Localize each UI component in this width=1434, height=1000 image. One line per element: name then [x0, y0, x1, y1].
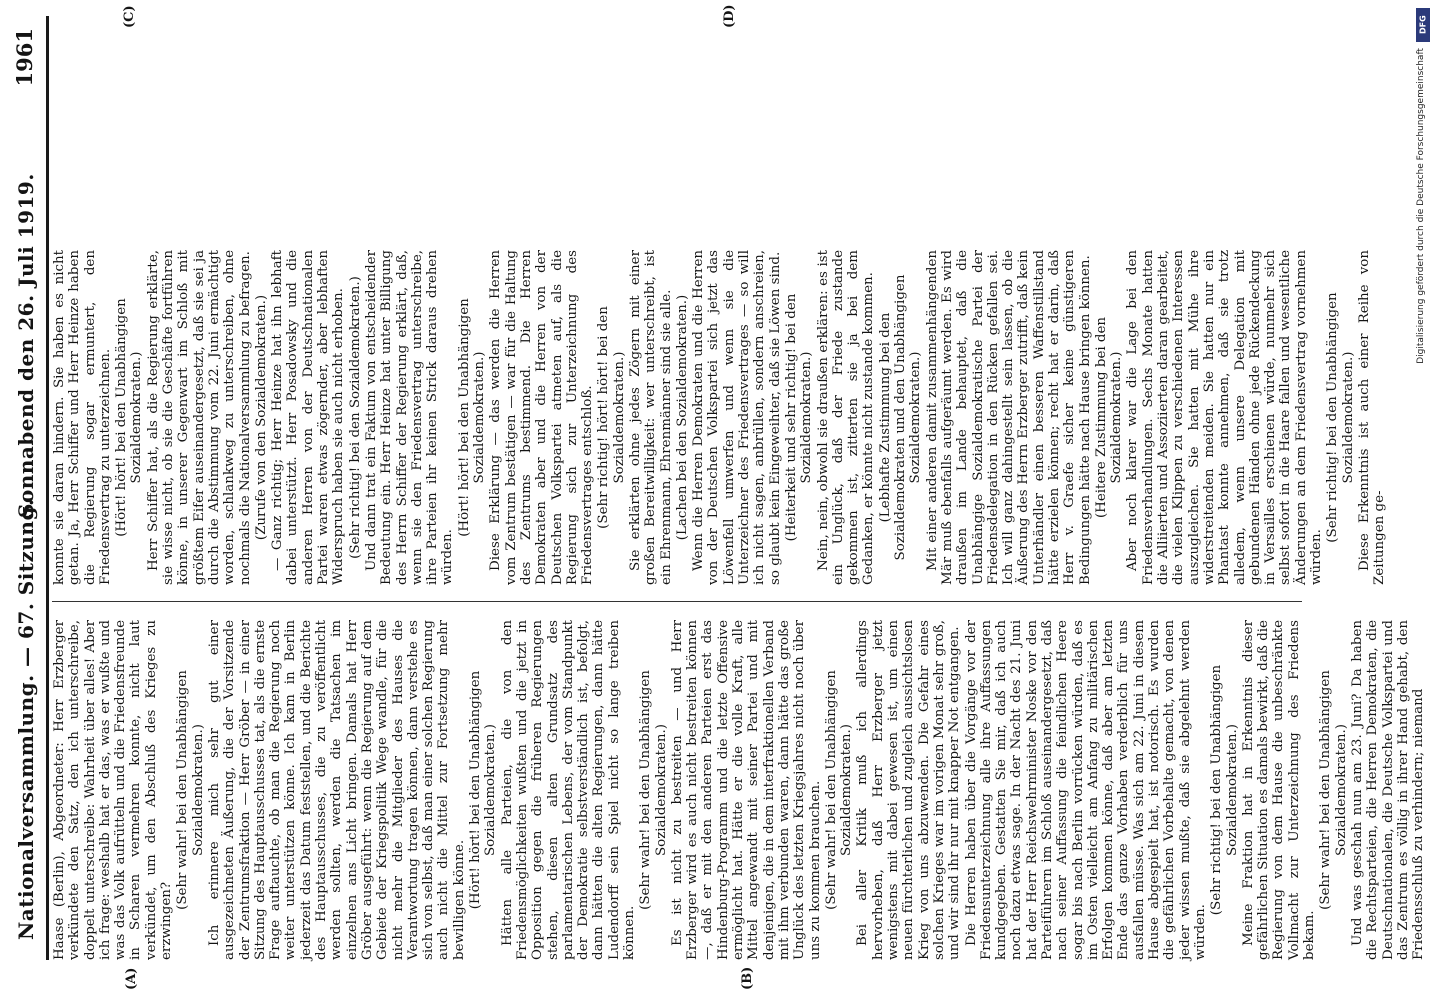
interjection: (Lachen bei den Sozialdemokraten.) — [674, 294, 690, 541]
paragraph: — Ganz richtig; Herr Heinze hat ihn lebhaft dabei unterstützt. Herr Posadowsky und die anderen Herren von der Deutschnationalen Partei waren etwas zögernder, aber lebhaften Widerspruch haben sie auch nicht erhoben. — [270, 250, 347, 585]
paragraph: Sie erklärten ohne jedes Zögern mit einer großen Bereitwilligkeit: wer unterschreibt, ist ein Ehrenmann, Ehrenmänner sind sie alle. — [627, 250, 674, 585]
interjection: (Sehr richtig! hört! hört! bei den Sozialdemokraten.) — [596, 306, 627, 529]
paragraph: Diese Erkenntnis ist auch einer Reihe von Zeitungen ge- — [1356, 250, 1388, 585]
interjection: (Sehr richtig! bei den Unabhängigen Sozialdemokraten.) — [1209, 664, 1240, 916]
paragraph: Wenn die Herren Demokraten und die Herren von der Deutschen Volkspartei sich jetzt das Löwenfell umwerfen und wenn sie die Unterzeichner des Friedensvertrages — so will ich nicht sagen, anbrüllen, sondern anschreien, so glaubt kein Eingeweihter, daß sie Löwen sind. — [691, 250, 783, 585]
interjection: (Heiterkeit und sehr richtig! bei den Sozialdemokraten.) — [783, 293, 815, 542]
paragraph: Die Herren haben über die Vorgänge vor der Friedensunterzeichnung alle ihre Auffassungen kundgegeben. Gestatten Sie mir, daß ich auch noch dazu etwas sage. In der Nacht des 21. Juni hat der Herr Reichswehrminister Noske vor den Parteiführern im Schloß auseinandergesetzt, daß nach seiner Auffassung die feindlichen Heere sogar bis nach Berlin vorrücken würden, daß es im Osten vielleicht am Anfang zu militärischen Erfolgen kommen könne, daß aber am letzten Ende das ganze Vorhaben verderblich für uns ausfallen müsse. Was sich am 22. Juni in diesem Hause abgespielt hat, ist notorisch. Es wurden die gefährlichen Vorbehalte gemacht, von denen jeder wissen mußte, daß sie abgelehnt werden würden. — [963, 620, 1208, 960]
paragraph: Nein, nein, obwohl sie draußen erklären: es ist ein Unglück, daß der Friede zustande gekommen ist, zitterten sie ja bei dem Gedanken, er könnte nicht zustande kommen. — [815, 250, 877, 585]
paragraph: Herr Schiffer hat, als die Regierung erklärte, sie wisse nicht, ob sie die Geschäfte fortführen könne, in unserer Gegenwart im Schloß mit größtem Eifer auseinandergesetzt, daß sie sei ja durch die Abstimmung vom 22. Juni ermächtigt worden, schlankweg zu unterschreiben, ohne nochmals die Nationalversammlung zu befragen. — [145, 250, 253, 585]
interjection: (Sehr wahr! bei den Unabhängigen Sozialdemokraten.) — [638, 670, 669, 910]
interjection: (Lebhafte Zustimmung bei den Sozialdemokraten und den Unabhängigen Sozialdemokraten.) — [877, 274, 924, 561]
paragraph: Diese Erklärung — das werden die Herren vom Zentrum bestätigen — war für die Haltung des Zentrums bestimmend. Die Herren Demokraten aber und die Herren von der Deutschen Volkspartei atmeten auf, als die Regierung sich zur Unterzeichnung des Friedensvertrages entschloß. — [488, 250, 596, 585]
interjection: (Hört! hört! bei den Unabhängigen Sozialdemokraten.) — [468, 670, 499, 910]
header-date: Sonnabend den 26. Juli 1919. — [14, 173, 38, 518]
margin-marker-c: (C) — [122, 5, 137, 28]
interjection: (Hört! hört! bei den Unabhängigen Sozialdemokraten.) — [456, 298, 488, 537]
interjection: (Sehr wahr! bei den Unabhängigen Sozialdemokraten.) — [175, 670, 206, 910]
text-column-right-body — [52, 250, 1388, 602]
paragraph: Und dann trat ein Faktum von entscheidender Bedeutung ein. Herr Heinze hat unter Billigung des Herrn Schiffer der Regierung erklärt, daß, wenn sie den Friedensvertrag unterschreibe, ihre Parteien ihr keinen Strick daraus drehen würden. — [363, 250, 456, 585]
paragraph: Hätten alle Parteien, die von den Friedensmöglichkeiten wußten und die jetzt in Opposition gegen die früheren Regierungen stehen, diesen alten Grundsatz des parlamentarischen Lebens, der vom Standpunkt der Demokratie selbstverständlich ist, befolgt, dann hätten die alten Regierungen, dann hätte Ludendorff sein Spiel nicht so lange treiben können. — [499, 620, 637, 960]
margin-marker-b: (B) — [740, 966, 755, 990]
header-rule — [46, 16, 49, 960]
paragraph: Ich erinnere mich sehr gut einer ausgezeichneten Äußerung, die der Vorsitzende der Zentrumsfraktion — Herr Gröber — in einer Sitzung des Hauptausschusses tat, als die ernste Frage auftauchte, ob man die Regierung noch weiter unterstützen könne. Ich kam in Berlin jederzeit das Datum feststellen, und die Berichte des Hauptausschusses, die zu veröffentlicht werden sollten, werden die Tatsachen im einzelnen ans Licht bringen. Damals hat Herr Gröber ausgeführt: wenn die Regierung auf dem Gebiete der Kriegspolitik Wege wandle, für die nicht mehr die Mitglieder des Hauses die Verantwortung tragen können, dann verstehe es sich von selbst, daß man einer solchen Regierung auch nicht die Mittel zur Fortsetzung mehr bewilligen könne. — [206, 620, 467, 960]
paragraph: Und was geschah nun am 23. Juni? Da haben die Rechtsparteien, die Herren Demokraten, die Deutschnationalen, die Deutsche Volkspartei und das Zentrum es völlig in ihrer Hand gehabt, den Friedensschluß zu verhindern; niemand — [1349, 620, 1427, 960]
interjection: (Hört! hört! bei den Unabhängigen Sozialdemokraten.) — [114, 298, 145, 537]
dfg-logo: DFG — [1416, 8, 1430, 42]
text-column-left — [52, 620, 1427, 960]
interjection: (Sehr richtig! bei den Unabhängigen Sozialdemokraten.) — [1325, 292, 1356, 543]
header-left: Nationalversammlung. — 67. Sitzung. — [14, 498, 38, 940]
paragraph: Es ist nicht zu bestreiten — und Herr Erzberger wird es auch nicht bestreiten können —, daß er mit den anderen Parteien erst das Hindenburg-Programm und die letzte Offensive ermöglicht hat. Hätte er die volle Kraft, alle Mittel angewandt mit seiner Partei und mit denjenigen, die in dem interfraktionellen Verband mit ihm verbunden waren, dann hätte das große Unglück des letzten Kriegsjahres nicht noch über uns zu kommen brauchen. — [669, 620, 823, 960]
interjection: (Zurufe von den Sozialdemokraten.) — [253, 294, 269, 541]
digitization-credit — [1412, 0, 1434, 1000]
paragraph: Bei aller Kritik muß ich allerdings hervorheben, daß Herr Erzberger jetzt wenigstens mit dabei gewesen ist, um einen neuen fürchterlichen und zugleich aussichtslosen Krieg von uns abzuwenden. Die Gefahr eines solchen Krieges war im vorigen Monat sehr groß, und wir sind ihr nur mit knapper Not entgangen. — [855, 620, 963, 960]
interjection: (Sehr wahr! bei den Unabhängigen Sozialdemokraten.) — [823, 670, 855, 910]
paragraph: Mit einer anderen damit zusammenhängenden Mär muß ebenfalls aufgeräumt werden. Es wird draußen im Lande behauptet, daß die Unabhängige Sozialdemokratische Partei der Friedensdelegation in den Rücken gefallen sei. Ich will ganz dahingestellt sein lassen, ob die Äußerung des Herrn Erzberger zutrifft, daß kein Unterhändler einen besseren Waffenstillstand hätte erzielen können; recht hat er darin, daß Herr v. Graefe sicher keine günstigeren Bedingungen hätte nach Hause bringen können. — [924, 250, 1093, 585]
text-column-right — [52, 250, 1388, 590]
interjection: (Sehr wahr! bei den Unabhängigen Sozialdemokraten.) — [1318, 670, 1349, 910]
paragraph: Haase (Berlin), Abgeordneter: Herr Erzberger verkündete den Satz, den ich unterschreibe, doppelt unterschreibe: Wahrheit über alles! Aber ich frage: weshalb hat er das, was er wußte und was das Volk aufrütteln und die Friedensfreunde in Scharen vermehren konnte, nicht laut verkündet, um den Abschluß des Krieges zu erzwingen? — [52, 620, 175, 960]
paragraph: Aber noch klarer war die Lage bei den Friedensverhandlungen. Sechs Monate hatten die Alliierten und Assoziierten daran gearbeitet, die vielen Klippen zu verschiedenen Interessen auszugleichen. Sie hatten mit Mühe ihre widerstreitenden meiden. Sie hatten nur ein Phantast konnte annehmen, daß sie trotz alledem, wenn unsere Delegation mit gebundenen Händen ohne jede Rückendeckung in Versailles erschienen würde, nunmehr sich selbst sofort in die Haare fallen und wesentliche Änderungen an dem Friedensvertrag vornehmen würden. — [1125, 250, 1325, 585]
paragraph: konnte sie daran hindern. Sie haben es nicht getan. Ja, Herr Schiffer und Herr Heinze haben die Regierung sogar ermuntert, den Friedensvertrag zu unterzeichnen. — [52, 250, 113, 585]
page-number: 1961 — [12, 28, 37, 87]
page-header — [8, 10, 44, 988]
paragraph: Meine Fraktion hat in Erkenntnis dieser gefährlichen Situation es damals bewirkt, daß die Regierung von dem Hause die unbeschränkte Vollmacht zur Unterzeichnung des Friedens bekam. — [1240, 620, 1318, 960]
margin-marker-d: (D) — [722, 4, 737, 28]
credit-text: Digitalisierung gefördert durch die Deutsche Forschungsgemeinschaft — [1416, 48, 1426, 364]
margin-marker-a: (A) — [124, 967, 139, 990]
interjection: (Sehr richtig! bei den Sozialdemokraten.) — [347, 276, 363, 559]
interjection: (Heitere Zustimmung bei den Sozialdemokraten.) — [1093, 316, 1125, 519]
